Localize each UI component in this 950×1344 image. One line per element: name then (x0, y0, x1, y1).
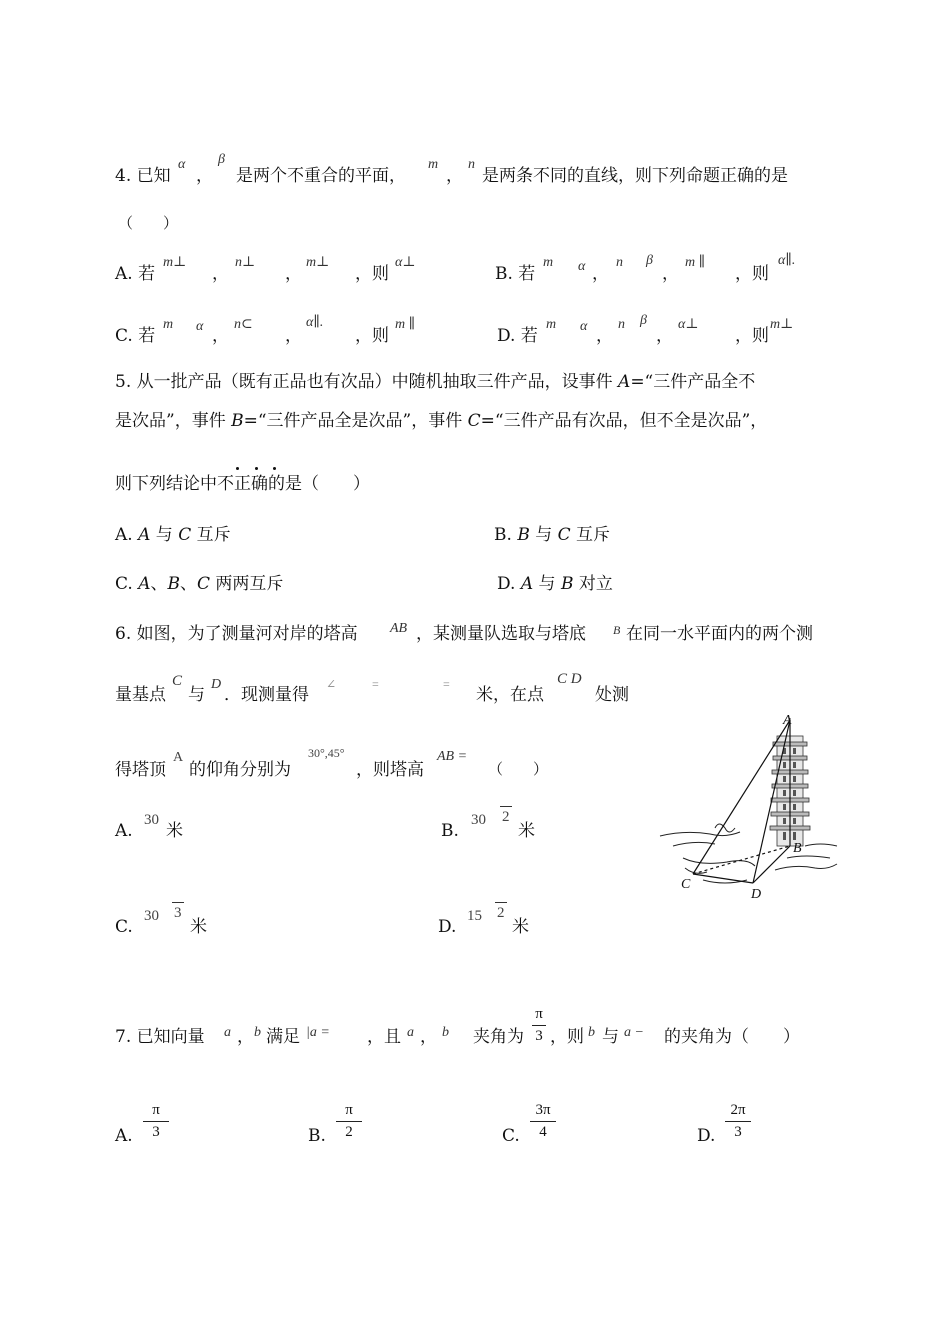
q5-a-label: A. (115, 525, 133, 545)
q4-stem-a: 4. 已知 (115, 166, 171, 186)
q4-b-c2: ， (662, 264, 679, 284)
q4-d-t5: α⊥ (678, 317, 699, 332)
q4-m: m (428, 157, 439, 172)
q5-b-tail: 互斥 (576, 525, 611, 545)
q7-option-label: D. (697, 1126, 716, 1146)
q5-line-1 (115, 374, 755, 391)
q4-b-t2: α (578, 259, 586, 274)
q5-c-x: A (138, 574, 151, 594)
q7-a: a (224, 1025, 231, 1040)
pagoda-figure (655, 708, 840, 903)
q4-d-t2: α (580, 319, 588, 334)
water-ripples-icon (660, 824, 837, 883)
q4-c-then: ，则 (355, 326, 389, 346)
q4-a-c1: ， (212, 264, 229, 284)
q4-b-then: ，则 (735, 264, 769, 284)
q7-sep2: ， (420, 1027, 437, 1047)
q6-b-unit: 米 (518, 821, 535, 841)
q6-l2a: 量基点 (115, 685, 166, 705)
q5-b-label: B. (494, 525, 512, 545)
q6-b-val: 30 (471, 812, 486, 828)
q4-alpha: α (178, 157, 186, 172)
emphasis-dot (273, 467, 276, 470)
q6-apt: A (173, 750, 184, 765)
q7-option-label: A. (115, 1126, 133, 1146)
q4-b-t6: α∥. (778, 253, 796, 268)
q6-l1c: 在同一水平面内的两个测 (626, 624, 813, 644)
q5-a-y: C (178, 525, 192, 545)
q6-eq1: = (372, 677, 379, 691)
q6-d-sqrt-bar (495, 902, 507, 903)
q7-angle-fraction (532, 1006, 546, 1045)
q4-d-t3: n (618, 317, 625, 332)
q7-abs: |a = (306, 1025, 330, 1040)
q6-ab: AB (390, 621, 408, 636)
q4-d-c1: ， (596, 326, 613, 346)
fraction-bar (530, 1121, 556, 1122)
q5-c-y: B (167, 574, 180, 594)
q4-d-label: D. 若 (497, 326, 538, 346)
q5-line-2 (115, 413, 767, 430)
q6-a-val: 30 (144, 812, 159, 828)
q4-b-t3: n (616, 255, 623, 270)
q5-d-y: B (560, 574, 574, 594)
fraction-denominator: 3 (152, 1124, 160, 1140)
q6-c: C (172, 673, 183, 689)
q7-a2: a (407, 1025, 414, 1040)
q5-line3b: 的是（ ） (268, 474, 370, 494)
q5-line-3 (115, 476, 370, 493)
q7-stem-a: 7. 已知向量 (115, 1027, 205, 1047)
q4-a-t1: m⊥ (163, 255, 187, 270)
q6-l3c: ，则塔高 (356, 760, 424, 780)
q7-b2: b (442, 1025, 449, 1040)
fraction-bar (725, 1121, 751, 1122)
q5-a-tail: 互斥 (196, 525, 231, 545)
q4-beta: β (218, 152, 225, 167)
q6-l2c: ．现测量得 (224, 685, 309, 705)
q4-d-t1: m (546, 317, 557, 332)
q5-option-b[interactable] (494, 527, 610, 544)
q6-eq2: = (443, 677, 450, 691)
q6-d-rad: 2 (497, 905, 505, 921)
q6-a-unit: 米 (166, 821, 183, 841)
q5-a-mid: 与 (155, 525, 173, 545)
q7-b3: b (588, 1025, 595, 1040)
fraction-denominator: 4 (539, 1124, 547, 1140)
q5-line1b: =“三件产品全不 (630, 372, 756, 392)
q5-c-tail: 两两互斥 (215, 574, 284, 594)
q4-b-t4: β (646, 253, 653, 268)
q6-d: D (211, 677, 222, 692)
q6-l3b: 的仰角分别为 (189, 760, 291, 780)
q4-a-label: A. 若 (115, 264, 156, 284)
q4-a-t4: α⊥ (395, 255, 416, 270)
q6-l2d: 米，在点 (476, 685, 544, 705)
q5-b-x: B (517, 525, 530, 545)
q4-d-then: ，则 (735, 326, 769, 346)
q4-a-t3: m⊥ (306, 255, 330, 270)
q4-c-t5: m ∥ (395, 317, 416, 332)
q4-c-t4: α∥. (306, 315, 324, 330)
q5-d-tail: 对立 (578, 574, 613, 594)
q5-c-z: C (197, 574, 211, 594)
q7-sep: ， (237, 1027, 254, 1047)
q5-event-c: C (467, 411, 481, 431)
fraction-denominator: 2 (345, 1124, 353, 1140)
q5-option-c[interactable] (115, 576, 283, 593)
q4-c-t3: n⊂ (234, 317, 253, 332)
q4-c-c2: ， (285, 326, 302, 346)
q6-d-unit: 米 (512, 917, 529, 937)
q5-line3a: 则下列结论中 (115, 474, 217, 494)
q4-n: n (468, 157, 475, 172)
q6-cd: C D (557, 671, 582, 687)
q6-l1b: ，某测量队选取与塔底 (416, 624, 586, 644)
q6-d-label: D. (438, 917, 457, 937)
q4-a-c2: ， (285, 264, 302, 284)
emphasis-dot (236, 467, 239, 470)
fraction-bar (532, 1025, 546, 1026)
q4-a-t2: n⊥ (235, 255, 256, 270)
emphasis-dot (255, 467, 258, 470)
q4-b-t5: m ∥ (685, 255, 706, 270)
q5-option-a[interactable] (115, 527, 231, 544)
q4-stem-c: 是两条不同的直线，则下列命题正确的是 (482, 166, 788, 186)
q4-c-t2: α (196, 319, 204, 334)
q6-a-label: A. (115, 821, 133, 841)
q6-b-label: B. (441, 821, 459, 841)
q7-stem-g: 的夹角为（ ） (664, 1027, 800, 1047)
q7-amin: a − (624, 1025, 644, 1040)
q4-b-label: B. 若 (495, 264, 536, 284)
q6-c-unit: 米 (190, 917, 207, 937)
figure-label-a: A (783, 713, 792, 728)
q4-a-then: ，则 (355, 264, 389, 284)
q5-d-x: A (520, 574, 534, 594)
q7-option-fraction (530, 1102, 556, 1141)
q6-l2e: 处测 (595, 685, 629, 705)
q5-line2b: =“三件产品全是次品”，事件 (243, 411, 468, 431)
q5-event-b: B (231, 411, 244, 431)
q4-comma: ， (196, 166, 213, 186)
q6-c-sqrt-bar (172, 902, 184, 903)
q4-stem-b: 是两个不重合的平面， (236, 166, 406, 186)
q5-d-label: D. (497, 574, 516, 594)
q7-option-label: C. (502, 1126, 520, 1146)
q7-stem-b: 满足 (266, 1027, 300, 1047)
q6-c-val: 30 (144, 908, 159, 924)
q7-b: b (254, 1025, 261, 1040)
q4-d-t6: m⊥ (770, 317, 794, 332)
q5-emphasis: 不正确 (217, 474, 268, 494)
q5-b-y: C (557, 525, 571, 545)
fraction-bar (143, 1121, 169, 1122)
q5-c-label: C. (115, 574, 133, 594)
q6-l1a: 6. 如图，为了测量河对岸的塔高 (115, 624, 358, 644)
fraction-numerator: 2π (730, 1102, 746, 1118)
q5-line2c: =“三件产品有次品，但不全是次品”， (480, 411, 768, 431)
q4-b-t1: m (543, 255, 554, 270)
q6-angle: ∠ (326, 677, 337, 691)
q7-option-fraction (143, 1102, 169, 1141)
q6-angles: 30°,45° (308, 746, 345, 760)
fraction-numerator: 3π (535, 1102, 551, 1118)
q7-stem-f: 与 (602, 1027, 619, 1047)
q7-stem-e: ，则 (550, 1027, 584, 1047)
q6-b-rad: 2 (502, 809, 510, 825)
q4-c-c1: ， (212, 326, 229, 346)
fraction-denominator: 3 (734, 1124, 742, 1140)
figure-label-b: B (793, 841, 802, 856)
q6-b: B (613, 623, 621, 637)
q4-d-t4: β (640, 313, 647, 328)
q4-paren: （ ） (118, 214, 179, 232)
q6-l2b: 与 (188, 685, 205, 705)
q4-c-label: C. 若 (115, 326, 156, 346)
q5-a-x: A (138, 525, 151, 545)
q4-c-t1: m (163, 317, 174, 332)
q6-c-label: C. (115, 917, 133, 937)
q5-event-a: A (618, 372, 631, 392)
q4-b-c1: ， (592, 264, 609, 284)
q6-abeq: AB = (437, 749, 468, 764)
q5-line1a: 5. 从一批产品（既有正品也有次品）中随机抽取三件产品，设事件 (115, 372, 619, 392)
figure-label-d: D (751, 887, 762, 902)
figure-label-c: C (681, 877, 691, 892)
q5-c-s2: 、 (180, 574, 197, 594)
q6-l3a: 得塔顶 (115, 760, 166, 780)
q7-option-label: B. (308, 1126, 326, 1146)
q7-option-fraction (336, 1102, 362, 1141)
q5-line2a: 是次品”，事件 (115, 411, 232, 431)
q5-b-mid: 与 (535, 525, 553, 545)
fraction-numerator: π (152, 1102, 160, 1118)
fraction-bar (336, 1121, 362, 1122)
q5-option-d[interactable] (497, 576, 613, 593)
q7-option-fraction (725, 1102, 751, 1141)
q7-ang-num: π (535, 1006, 543, 1022)
q6-b-sqrt-bar (500, 806, 512, 807)
q6-paren: （ ） (488, 760, 549, 778)
q5-c-s1: 、 (150, 574, 168, 594)
q7-ang-den: 3 (535, 1028, 543, 1044)
q6-c-rad: 3 (174, 905, 182, 921)
q4-comma-2: ， (446, 166, 463, 186)
q4-d-c2: ， (656, 326, 673, 346)
q7-stem-c: ，且 (367, 1027, 401, 1047)
q5-d-mid: 与 (538, 574, 556, 594)
q6-d-val: 15 (467, 908, 482, 924)
q7-stem-d: 夹角为 (473, 1027, 524, 1047)
fraction-numerator: π (345, 1102, 353, 1118)
